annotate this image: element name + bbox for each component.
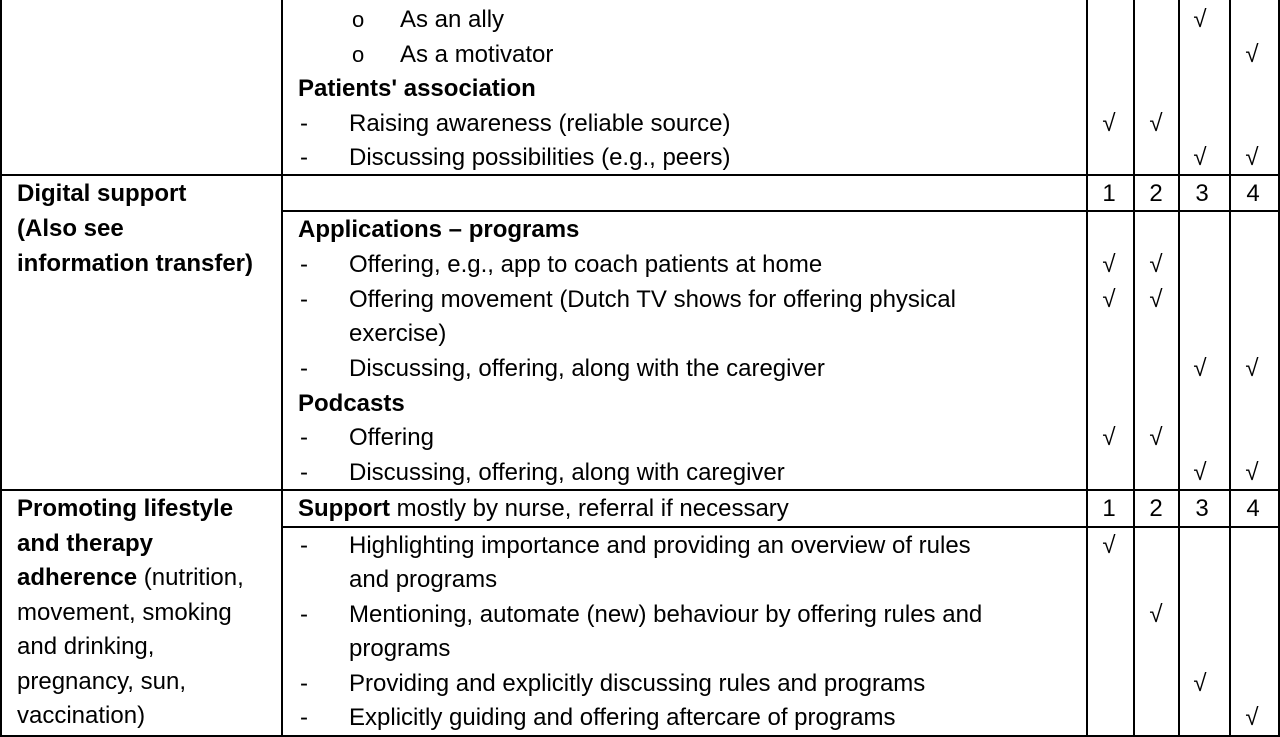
sub-item: As an ally bbox=[400, 6, 505, 33]
check-mark: √ bbox=[1102, 424, 1116, 451]
sub-bullet: o bbox=[352, 7, 365, 32]
table-border bbox=[281, 0, 283, 737]
support-bold: Support bbox=[298, 495, 390, 522]
check-mark: √ bbox=[1193, 6, 1207, 33]
check-mark: √ bbox=[1149, 110, 1163, 137]
row-label-rest: (nutrition, bbox=[137, 564, 244, 591]
check-mark: √ bbox=[1102, 110, 1116, 137]
level-number: 3 bbox=[1195, 180, 1209, 207]
level-number: 2 bbox=[1149, 180, 1163, 207]
row-divider bbox=[281, 526, 1280, 528]
check-mark: √ bbox=[1245, 41, 1259, 68]
dash: - bbox=[300, 704, 308, 731]
row-label bbox=[17, 561, 244, 595]
row-label: and therapy bbox=[17, 530, 154, 557]
level-number: 3 bbox=[1195, 495, 1209, 522]
list-item: and programs bbox=[349, 566, 498, 593]
dash: - bbox=[300, 355, 308, 382]
section-heading: Applications – programs bbox=[298, 216, 580, 243]
row-label-bold: adherence bbox=[17, 564, 138, 591]
row-label: information transfer) bbox=[17, 250, 254, 277]
level-number: 1 bbox=[1102, 180, 1116, 207]
dash: - bbox=[300, 601, 308, 628]
row-label: movement, smoking bbox=[17, 599, 232, 626]
check-mark: √ bbox=[1245, 704, 1259, 731]
list-item: Discussing, offering, along with caregiver bbox=[349, 459, 785, 486]
dash: - bbox=[300, 670, 308, 697]
list-item: Discussing possibilities (e.g., peers) bbox=[349, 144, 731, 171]
sub-item: As a motivator bbox=[400, 41, 554, 68]
check-mark: √ bbox=[1102, 532, 1116, 559]
check-mark: √ bbox=[1149, 286, 1163, 313]
check-mark: √ bbox=[1245, 355, 1259, 382]
check-mark: √ bbox=[1193, 144, 1207, 171]
support-rest: mostly by nurse, referral if necessary bbox=[389, 495, 789, 522]
support-line bbox=[298, 492, 789, 526]
dash: - bbox=[300, 532, 308, 559]
check-mark: √ bbox=[1149, 424, 1163, 451]
list-item: Highlighting importance and providing an overview of rules bbox=[349, 532, 971, 559]
list-item: programs bbox=[349, 635, 451, 662]
list-item: Providing and explicitly discussing rules and programs bbox=[349, 670, 926, 697]
check-mark: √ bbox=[1245, 459, 1259, 486]
check-mark: √ bbox=[1149, 251, 1163, 278]
check-mark: √ bbox=[1245, 144, 1259, 171]
dash: - bbox=[300, 251, 308, 278]
list-item: exercise) bbox=[349, 320, 447, 347]
row-label: Promoting lifestyle bbox=[17, 495, 234, 522]
row-label: Digital support bbox=[17, 180, 187, 207]
dash: - bbox=[300, 286, 308, 313]
check-mark: √ bbox=[1193, 355, 1207, 382]
check-mark: √ bbox=[1102, 251, 1116, 278]
section-heading: Patients' association bbox=[298, 75, 536, 102]
row-label: and drinking, bbox=[17, 633, 155, 660]
sub-bullet: o bbox=[352, 42, 365, 67]
dash: - bbox=[300, 459, 308, 486]
level-number: 1 bbox=[1102, 495, 1116, 522]
list-item: Raising awareness (reliable source) bbox=[349, 110, 731, 137]
list-item: Offering bbox=[349, 424, 434, 451]
level-number: 4 bbox=[1246, 180, 1260, 207]
list-item: Offering, e.g., app to coach patients at home bbox=[349, 251, 823, 278]
row-label: pregnancy, sun, bbox=[17, 668, 186, 695]
list-item: Offering movement (Dutch TV shows for offering physical bbox=[349, 286, 956, 313]
check-mark: √ bbox=[1149, 601, 1163, 628]
list-item: Discussing, offering, along with the caregiver bbox=[349, 355, 825, 382]
check-mark: √ bbox=[1193, 670, 1207, 697]
dash: - bbox=[300, 144, 308, 171]
check-mark: √ bbox=[1193, 459, 1207, 486]
dash: - bbox=[300, 110, 308, 137]
level-number: 4 bbox=[1246, 495, 1260, 522]
list-item: Explicitly guiding and offering aftercare of programs bbox=[349, 704, 896, 731]
table-border bbox=[0, 0, 2, 737]
list-item: Mentioning, automate (new) behaviour by offering rules and bbox=[349, 601, 983, 628]
dash: - bbox=[300, 424, 308, 451]
section-heading: Podcasts bbox=[298, 390, 405, 417]
level-number: 2 bbox=[1149, 495, 1163, 522]
row-label: vaccination) bbox=[17, 702, 146, 729]
check-mark: √ bbox=[1102, 286, 1116, 313]
row-label: (Also see bbox=[17, 215, 124, 242]
